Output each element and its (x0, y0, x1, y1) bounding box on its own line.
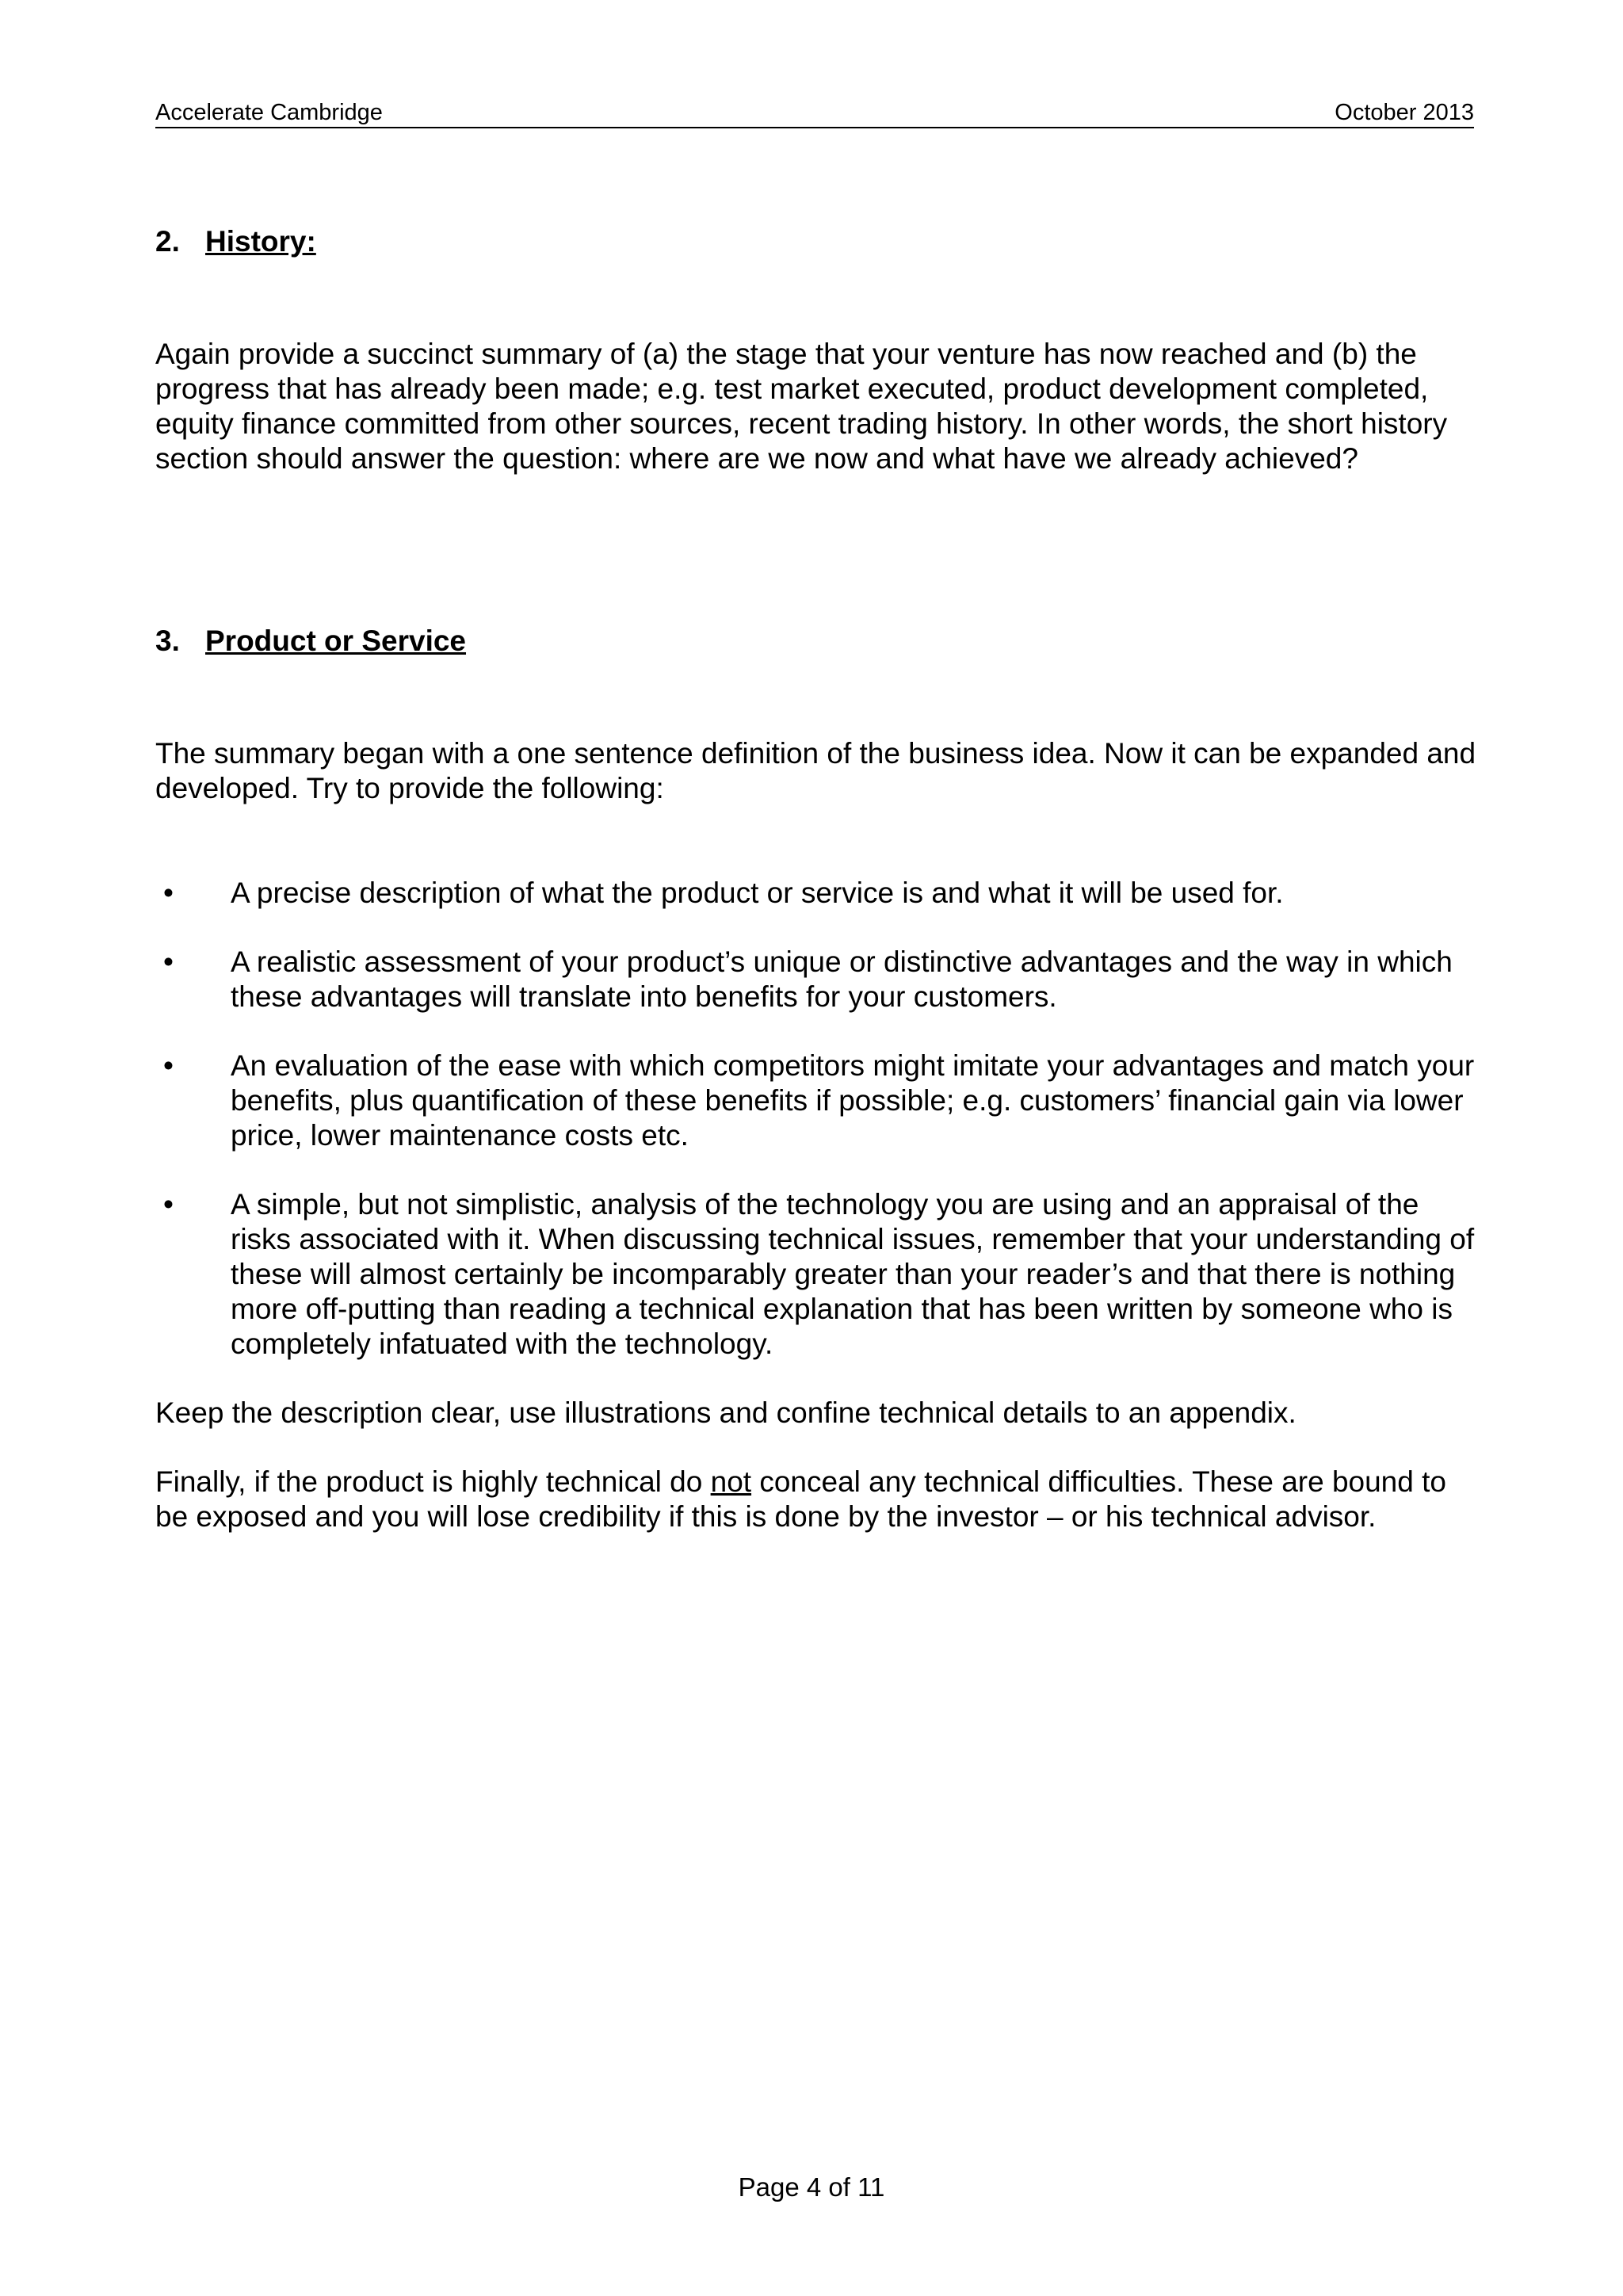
final-paragraph (155, 1465, 1479, 1534)
page-footer (0, 2172, 1623, 2203)
page-number: Page 4 of 11 (738, 2172, 885, 2202)
list-item-text: A simple, but not simplistic, analysis of the technology you are using and an appraisal of the risks associated with it. When discussing technical issues, remember that your understanding of these will almost certainly be incomparably greater than your reader’s and that there is nothing more off-putting than reading a technical explanation that has been written by someone who is completely infatuated with the technology. (231, 1188, 1475, 1360)
history-paragraph: Again provide a succinct summary of (a) the stage that your venture has now reached and (b) the progress that has already been made; e.g. test market executed, product development completed, equity finance committed from other sources, recent trading history. In other words, the short history section should answer the question: where are we now and what have we already achieved? (155, 338, 1448, 475)
section-number: 2. (155, 225, 180, 258)
list-item-text: A realistic assessment of your product’s unique or distinctive advantages and the way in which these advantages will translate into benefits for your customers. (231, 946, 1453, 1013)
product-intro-paragraph: The summary began with a one sentence definition of the business idea. Now it can be expanded and developed. Try to provide the following: (155, 737, 1476, 804)
section-title: Product or Service (205, 625, 467, 657)
product-bullet-list (155, 876, 1479, 1362)
list-item (155, 1187, 1479, 1362)
keep-description-paragraph: Keep the description clear, use illustrations and confine technical details to an appendix. (155, 1396, 1296, 1429)
list-item (155, 945, 1479, 1014)
bullet-icon: • (163, 946, 174, 978)
page-header (155, 98, 1474, 128)
section-heading-history (155, 224, 1479, 259)
list-item (155, 1049, 1479, 1153)
section-heading-product (155, 624, 1479, 659)
document-body (155, 224, 1479, 1534)
list-item-text: A precise description of what the product or service is and what it will be used for. (231, 877, 1284, 909)
bullet-icon: • (163, 877, 174, 909)
final-text-before: Finally, if the product is highly technical do (155, 1465, 711, 1498)
bullet-icon: • (163, 1049, 174, 1082)
section-title: History: (205, 225, 316, 258)
section-number: 3. (155, 625, 180, 657)
final-emphasis: not (710, 1465, 752, 1498)
header-organization: Accelerate Cambridge (155, 100, 383, 125)
bullet-icon: • (163, 1188, 174, 1221)
list-item (155, 876, 1479, 911)
list-item-text: An evaluation of the ease with which competitors might imitate your advantages and match your benefits, plus quantification of these benefits if possible; e.g. customers’ financial gain via lower price, lower maintenance costs etc. (231, 1049, 1475, 1152)
final-text-after: conceal any technical difficulties. These are bound to be exposed and you will lose credibility if this is done by the investor – or his technical advisor. (155, 1465, 1446, 1533)
header-date: October 2013 (1335, 100, 1474, 125)
